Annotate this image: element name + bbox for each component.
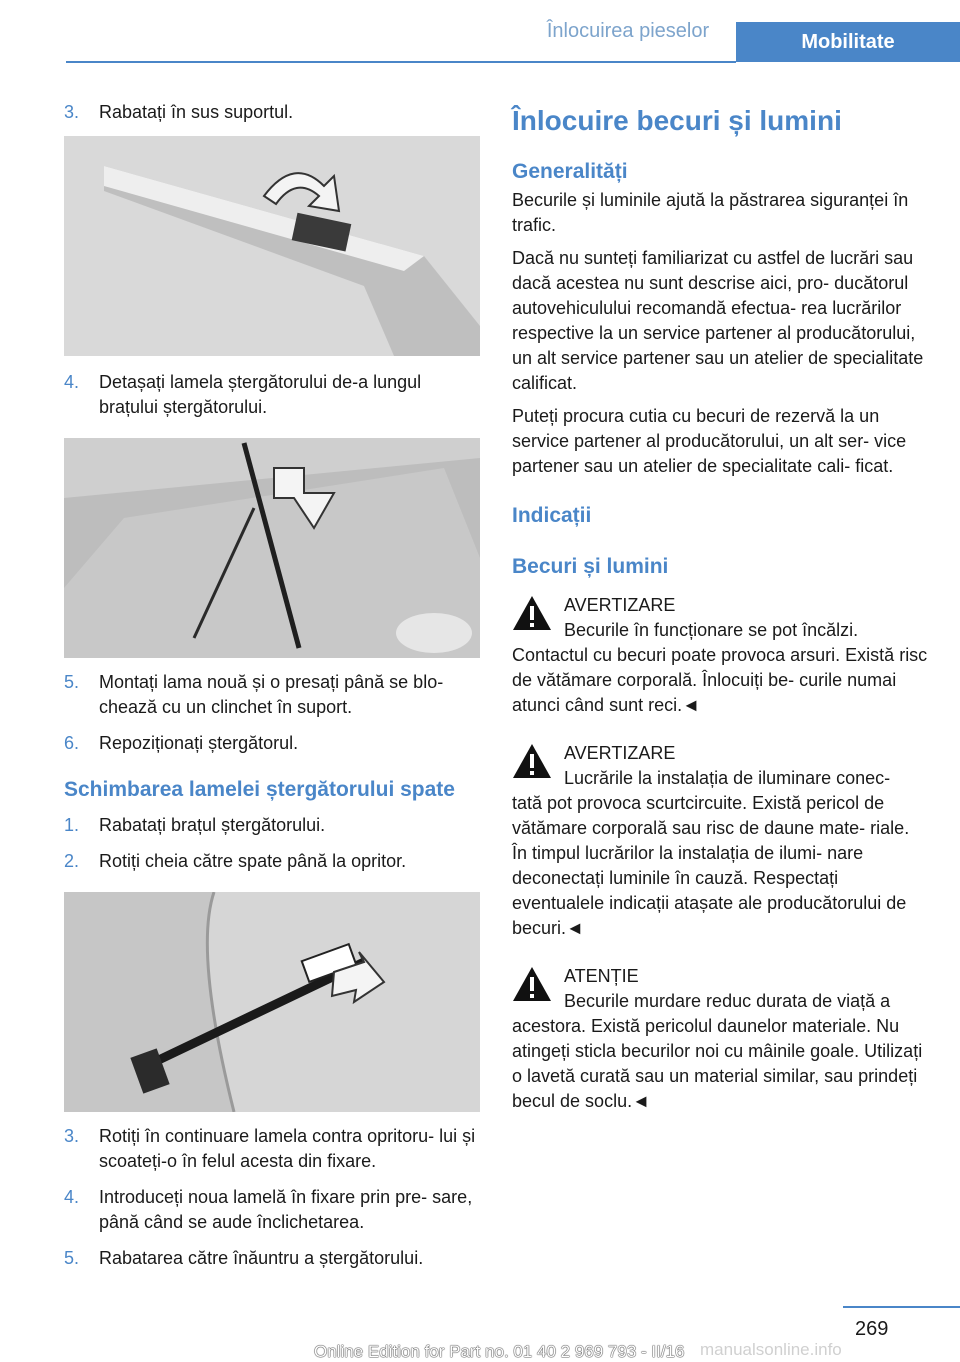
chapter-tab: Mobilitate <box>736 22 960 62</box>
header-rule <box>66 61 736 63</box>
rear-wiper-figure <box>64 892 480 1112</box>
caution-label: ATENȚIE <box>564 966 639 986</box>
section-heading: Schimbarea lamelei ștergătorului spate <box>64 778 455 801</box>
step-text: Introduceți noua lamelă în fixare prin pre‐ sare, până când se aude înclichetarea. <box>99 1187 473 1232</box>
watermark: manualsonline.info <box>700 1340 842 1359</box>
step-text: Rotiți în continuare lamela contra opritoru‐ lui și scoateți-o în felul acesta din fixare. <box>99 1126 476 1171</box>
step-item <box>64 1246 480 1271</box>
edition-note: Online Edition for Part no. 01 40 2 969 793 - II/16 <box>314 1342 685 1361</box>
footer-rule <box>843 1306 960 1308</box>
step-number: 4. <box>64 1187 80 1207</box>
step-text: Repoziționați ștergătorul. <box>99 733 299 753</box>
warning-label: AVERTIZARE <box>564 743 676 763</box>
section-title: Înlocuirea pieselor <box>546 20 710 42</box>
warning-label: AVERTIZARE <box>564 595 676 615</box>
right-column <box>512 100 928 1114</box>
paragraph: Becurile și luminile ajută la păstrarea siguranței în trafic. <box>512 190 909 235</box>
windshield-wiper-illustration <box>64 438 480 658</box>
step-text: Rabatați brațul ștergătorului. <box>99 815 326 835</box>
step-text: Rotiți cheia către spate până la opritor. <box>99 851 407 871</box>
paragraph: Puteți procura cutia cu becuri de rezervă la un service partener al producătorului, un alt ser‐ vice partener sau un atelier de specialitate cali‐ ficat. <box>512 406 907 476</box>
warning-text <box>512 618 928 718</box>
section-heading: Becuri și lumini <box>512 555 669 578</box>
section-heading: Indicații <box>512 504 592 527</box>
step-number: 3. <box>64 102 80 122</box>
step-text: Montați lama nouă și o presați până se blo‐ chează cu un clinchet în suport. <box>99 672 444 717</box>
step-item <box>64 1124 480 1174</box>
step-number: 5. <box>64 1248 80 1268</box>
step-text: Rabatați în sus suportul. <box>99 102 294 122</box>
wiper-arm-illustration <box>64 136 480 356</box>
step-number: 5. <box>64 672 80 692</box>
paragraph: Dacă nu sunteți familiarizat cu astfel de lucrări sau dacă acestea nu sunt descrise aici, pro‐ ducătorul autovehiculului recomandă efectua‐ rea lucrărilor respective la un service partener al producătorului, un alt service partener sau un atelier de specialitate calificat. <box>512 248 924 393</box>
warning-body: tată pot provoca scurtcircuite. Există pericol de vătămare corporală sau risc de daune mate‐ riale. În timpul lucrărilor la instalația de ilumi‐ nare deconectați luminile în cauză. Respectați eventualele indicații atașate ale producătorului de becuri.◄ <box>512 793 910 938</box>
warning-triangle-icon <box>512 595 552 631</box>
warning-triangle-icon <box>512 743 552 779</box>
warning-body: Contactul cu becuri poate provoca arsuri. Există risc de vătămare corporală. Înlocuiți be‐ curile numai atunci când sunt reci.◄ <box>512 645 928 715</box>
step-text: Detașați lamela ștergătorului de-a lungul brațului ștergătorului. <box>99 372 422 417</box>
left-column <box>64 100 480 1282</box>
step-item <box>64 370 480 420</box>
caution-text <box>512 989 928 1114</box>
step-number: 4. <box>64 372 80 392</box>
page-title: Înlocuire becuri și lumini <box>512 105 842 136</box>
warning-lead: Becurile în funcționare se pot încălzi. <box>564 620 859 640</box>
step-number: 1. <box>64 815 80 835</box>
step-item <box>64 670 480 720</box>
step-number: 6. <box>64 733 80 753</box>
caution-lead: Becurile murdare reduc durata de viață a <box>564 991 891 1011</box>
page-number: 269 <box>855 1318 889 1340</box>
step-text: Rabatarea către înăuntru a ștergătorului. <box>99 1248 424 1268</box>
warning-lead: Lucrările la instalația de iluminare conec‐ <box>564 768 891 788</box>
step-item <box>64 849 480 874</box>
page-header <box>0 0 960 62</box>
step-number: 2. <box>64 851 80 871</box>
warning-text <box>512 766 928 941</box>
warning-triangle-icon <box>512 966 552 1002</box>
step-item <box>64 100 480 125</box>
section-heading: Generalități <box>512 160 628 183</box>
step-number: 3. <box>64 1126 80 1146</box>
step-item <box>64 1185 480 1235</box>
caution-block <box>512 964 928 1114</box>
rear-wiper-illustration <box>64 892 480 1112</box>
wiper-arm-figure <box>64 136 480 356</box>
step-item <box>64 813 480 838</box>
warning-block <box>512 593 928 718</box>
caution-body: acestora. Există pericolul daunelor materiale. Nu atingeți sticla becurilor noi cu mâinile goale. Utilizați o lavetă curată sau un material similar, sau prindeți becul de soclu.◄ <box>512 1016 923 1111</box>
warning-block <box>512 741 928 941</box>
windshield-wiper-figure <box>64 438 480 658</box>
step-item <box>64 731 480 756</box>
